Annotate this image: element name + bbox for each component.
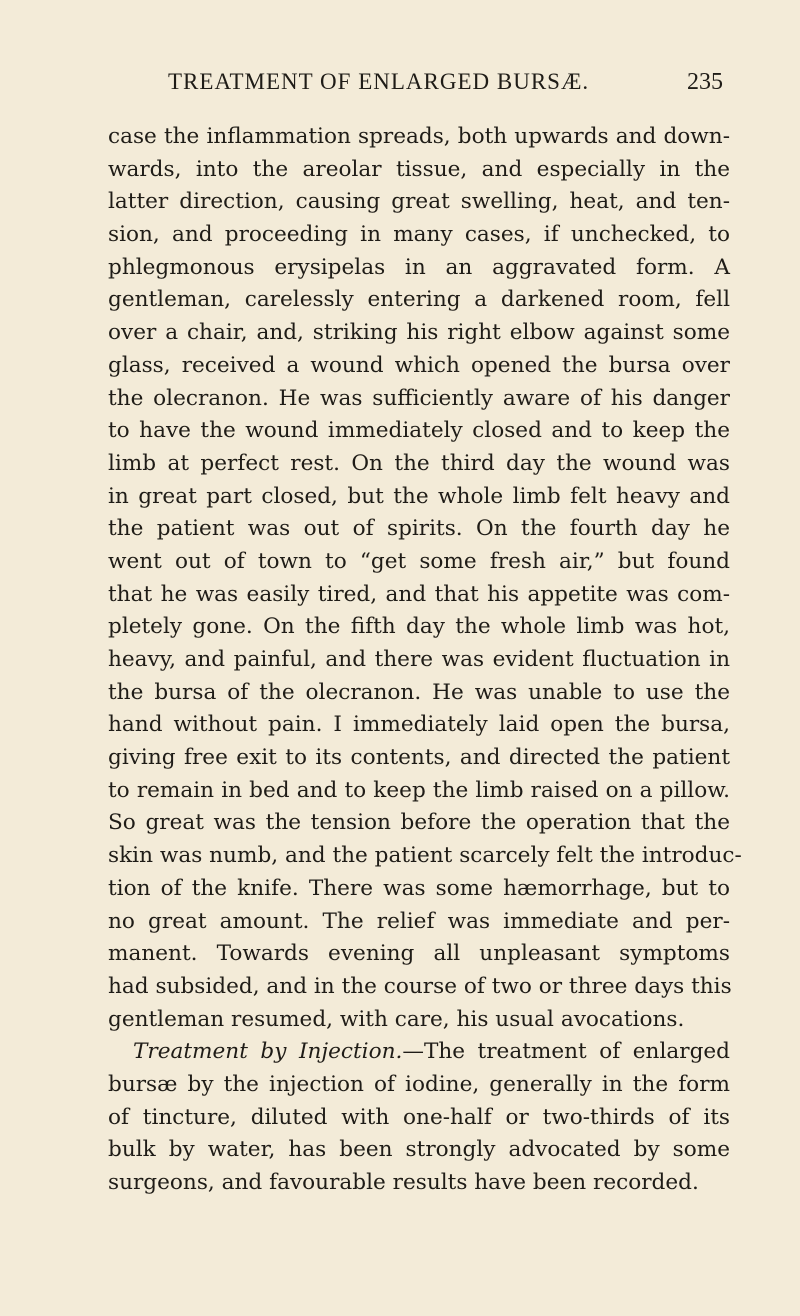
text-line: bursæ by the injection of iodine, generally in the form [108, 1071, 730, 1097]
text-line: the patient was out of spirits. On the fourth day he [108, 516, 730, 542]
text-line: sion, and proceeding in many cases, if unchecked, to [108, 222, 730, 248]
text-line: pletely gone. On the fifth day the whole limb was hot, [108, 614, 730, 640]
text-line: skin was numb, and the patient scarcely felt the introduc- [108, 843, 742, 869]
text-line: case the inflammation spreads, both upwards and down- [108, 124, 730, 149]
running-head-title: TREATMENT OF ENLARGED BURSÆ. [168, 69, 590, 94]
text-line: the bursa of the olecranon. He was unable to use the [108, 679, 730, 705]
text-line: over a chair, and, striking his right elbow against some [108, 320, 730, 346]
text-line: that he was easily tired, and that his appetite was com- [108, 581, 730, 607]
text-line: in great part closed, but the whole limb felt heavy and [108, 483, 730, 509]
text-line: phlegmonous erysipelas in an aggravated form. A [108, 254, 730, 280]
section-first-line [108, 1036, 730, 1069]
text-line: had subsided, and in the course of two or three days this [108, 973, 732, 999]
text-line: bulk by water, has been strongly advocated by some [108, 1137, 730, 1163]
text-line: tion of the knife. There was some hæmorrhage, but to [108, 875, 730, 901]
text-line: glass, received a wound which opened the bursa over [108, 352, 730, 378]
text-line: of tincture, diluted with one-half or two-thirds of its [108, 1104, 730, 1130]
text-line: heavy, and painful, and there was evident fluctuation in [108, 647, 730, 672]
text-line: went out of town to “get some fresh air,” but found [108, 548, 730, 574]
text-line: gentleman resumed, with care, his usual avocations. [108, 1006, 685, 1032]
section-heading: Treatment by Injection. [133, 1039, 403, 1065]
text-line: no great amount. The relief was immediate and per- [108, 908, 730, 934]
text-line: So great was the tension before the operation that the [108, 810, 730, 836]
text-line: to have the wound immediately closed and to keep the [108, 418, 730, 444]
text-line: hand without pain. I immediately laid open the bursa, [108, 712, 730, 738]
text-line: gentleman, carelessly entering a darkened room, fell [108, 287, 730, 313]
body-text [108, 121, 742, 1200]
text-line: giving free exit to its contents, and directed the patient [108, 745, 730, 771]
text-line: manent. Towards evening all unpleasant symptoms [108, 941, 730, 967]
page-number: 235 [687, 69, 723, 95]
text-line: surgeons, and favourable results have been recorded. [108, 1170, 699, 1195]
text-line: to remain in bed and to keep the limb raised on a pillow. [108, 777, 730, 803]
text-line: the olecranon. He was sufficiently aware of his danger [108, 385, 730, 411]
text-line: wards, into the areolar tissue, and especially in the [108, 156, 730, 182]
text-line: latter direction, causing great swelling, heat, and ten- [108, 189, 730, 215]
running-head [168, 64, 723, 100]
section-first-line-text: —The treatment of enlarged [402, 1039, 730, 1065]
text-line: limb at perfect rest. On the third day the wound was [108, 450, 730, 476]
